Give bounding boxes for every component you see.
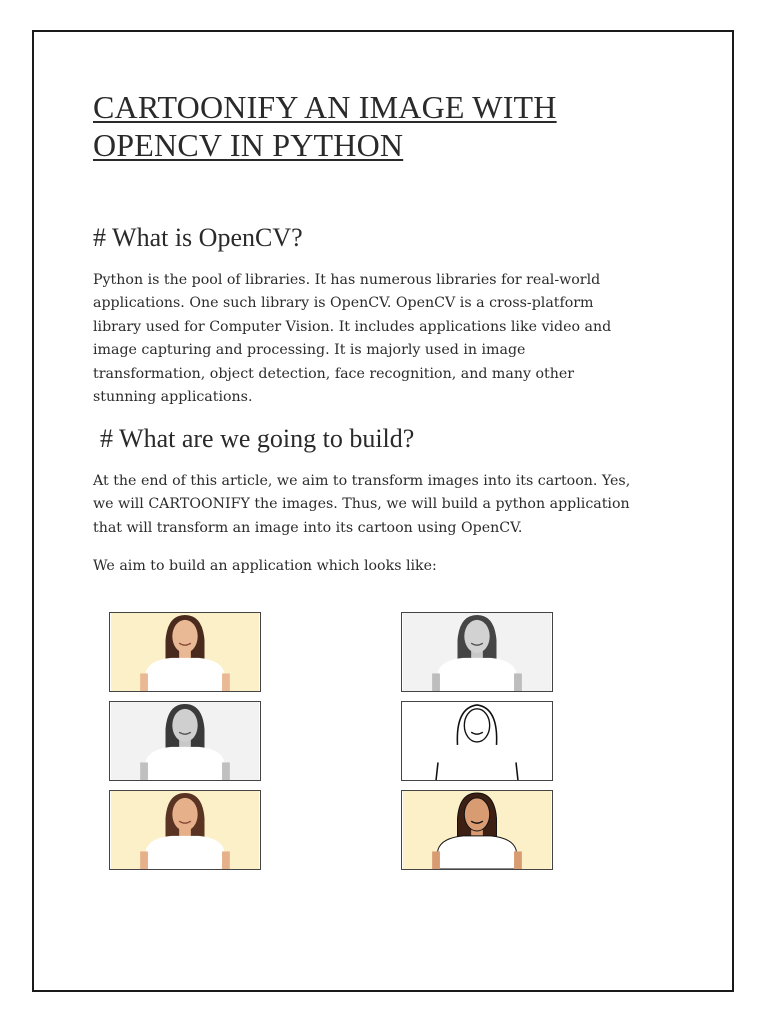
document-title <box>93 88 653 164</box>
paragraph-line: applications. One such library is OpenCV. OpenCV is a cross-platform <box>93 295 594 312</box>
figure-original-color <box>109 612 261 692</box>
paragraph-line: library used for Computer Vision. It includes applications like video and <box>93 318 612 335</box>
section-heading-what-is-opencv: # What is OpenCV? <box>93 223 303 252</box>
paragraph-line: transformation, object detection, face recognition, and many other <box>93 365 575 382</box>
paragraph-line: At the end of this article, we aim to transform images into its cartoon. Yes, <box>93 473 631 489</box>
paragraph-what-to-build <box>93 470 630 540</box>
figure-grayscale <box>109 701 261 781</box>
portrait-cartoon-image <box>402 791 552 869</box>
portrait-shirt <box>144 747 226 780</box>
portrait-left-arm <box>140 673 148 691</box>
portrait-right-arm <box>514 673 522 691</box>
paragraph-line: Python is the pool of libraries. It has numerous libraries for real-world <box>93 272 601 288</box>
portrait-background <box>403 702 551 780</box>
paragraph-line: image capturing and processing. It is majorly used in image <box>93 342 526 359</box>
portrait-edges-image <box>402 702 552 780</box>
portrait-original-image <box>110 613 260 691</box>
portrait-left-arm <box>432 851 440 869</box>
portrait-smoothed-image <box>110 791 260 869</box>
figure-edge-mask <box>401 701 553 781</box>
portrait-face <box>464 620 489 653</box>
paragraph-line: we will CARTOONIFY the images. Thus, we will build a python application <box>93 496 630 513</box>
paragraph-intro-figure <box>93 555 437 578</box>
title-line-2: OPENCV IN PYTHON <box>93 127 404 163</box>
paragraph-what-is-opencv <box>93 269 611 409</box>
paragraph-line: We aim to build an application which looks like: <box>93 558 437 574</box>
paragraph-line: stunning applications. <box>93 389 253 406</box>
portrait-shirt <box>436 658 518 691</box>
portrait-right-arm <box>222 762 230 780</box>
portrait-face <box>172 709 197 742</box>
figure-grayscale-blurred <box>401 612 553 692</box>
portrait-shirt <box>436 836 518 869</box>
portrait-left-arm <box>140 762 148 780</box>
portrait-face <box>172 620 197 653</box>
title-line-1: CARTOONIFY AN IMAGE WITH <box>93 89 557 125</box>
portrait-shirt <box>144 658 226 691</box>
portrait-blurred-image <box>402 613 552 691</box>
figure-cartoon-result <box>401 790 553 870</box>
portrait-right-arm <box>222 851 230 869</box>
portrait-shirt <box>144 836 226 869</box>
portrait-face <box>464 798 489 831</box>
portrait-right-arm <box>222 673 230 691</box>
portrait-face <box>172 798 197 831</box>
figure-smoothed-color <box>109 790 261 870</box>
portrait-left-arm <box>140 851 148 869</box>
paragraph-line: that will transform an image into its cartoon using OpenCV. <box>93 519 523 536</box>
portrait-left-arm <box>432 673 440 691</box>
portrait-grayscale-image <box>110 702 260 780</box>
portrait-right-arm <box>514 851 522 869</box>
section-heading-what-to-build: # What are we going to build? <box>100 424 415 453</box>
